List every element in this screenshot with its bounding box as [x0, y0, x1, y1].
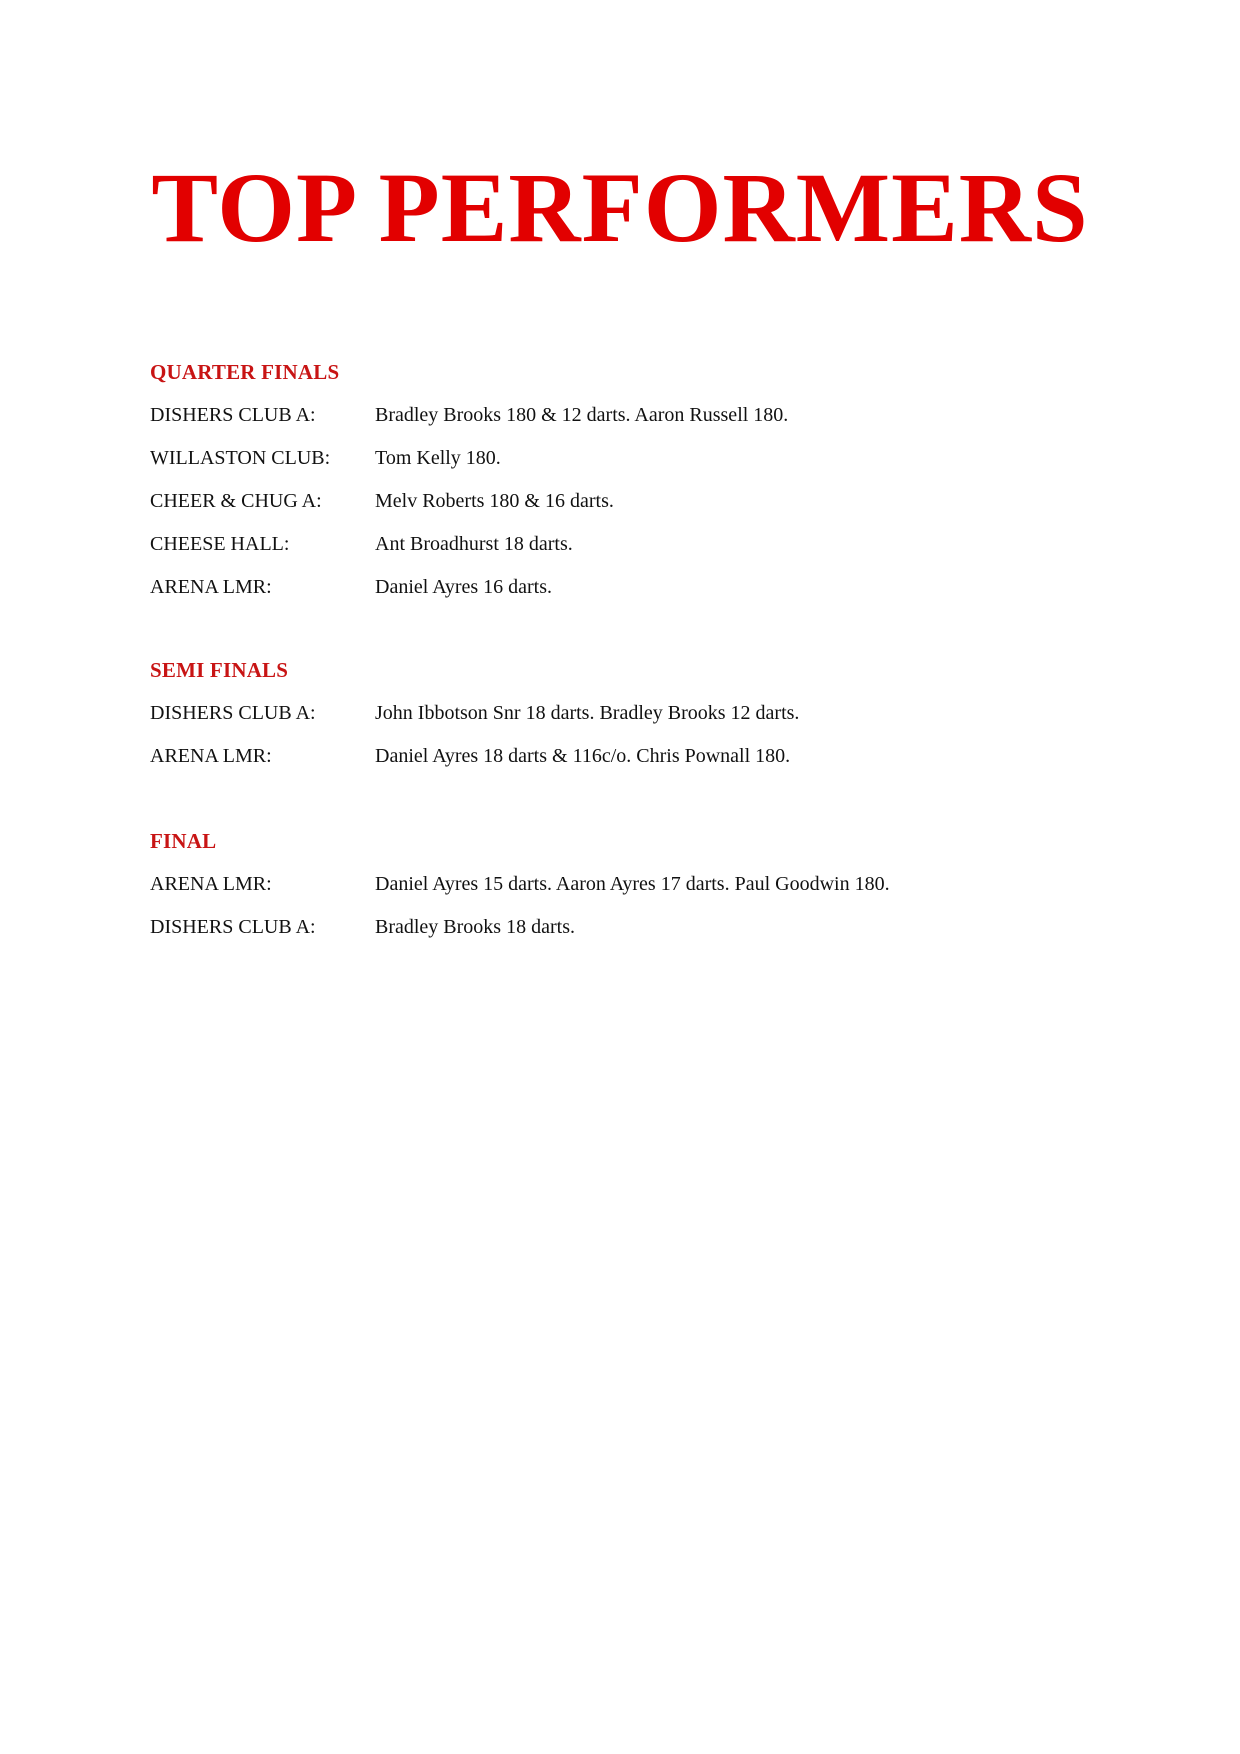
result-row — [150, 529, 1150, 559]
performance-text: Daniel Ayres 15 darts. Aaron Ayres 17 darts. Paul Goodwin 180. — [375, 873, 890, 895]
team-name: DISHERS CLUB A: — [150, 404, 316, 426]
performance-text: Ant Broadhurst 18 darts. — [375, 533, 573, 555]
result-row — [150, 443, 1150, 473]
team-name: ARENA LMR: — [150, 745, 272, 767]
page-title: TOP PERFORMERS — [151, 152, 1089, 263]
result-row — [150, 912, 1150, 942]
section-heading: FINAL — [150, 829, 217, 853]
performance-text: John Ibbotson Snr 18 darts. Bradley Brooks 12 darts. — [375, 702, 800, 724]
team-name: CHEESE HALL: — [150, 533, 290, 555]
team-name: WILLASTON CLUB: — [150, 447, 331, 469]
performance-text: Tom Kelly 180. — [375, 447, 501, 469]
result-row — [150, 741, 1150, 771]
performance-text: Melv Roberts 180 & 16 darts. — [375, 490, 614, 512]
result-row — [150, 486, 1150, 516]
section-heading: QUARTER FINALS — [150, 360, 340, 384]
team-name: DISHERS CLUB A: — [150, 916, 316, 938]
performance-text: Bradley Brooks 18 darts. — [375, 916, 575, 938]
section-final — [150, 826, 1150, 955]
team-name: DISHERS CLUB A: — [150, 702, 316, 724]
team-name: CHEER & CHUG A: — [150, 490, 322, 512]
team-name: ARENA LMR: — [150, 873, 272, 895]
performance-text: Daniel Ayres 16 darts. — [375, 576, 553, 598]
result-row — [150, 869, 1150, 899]
section-heading: SEMI FINALS — [150, 658, 289, 682]
result-row — [150, 572, 1150, 602]
performance-text: Bradley Brooks 180 & 12 darts. Aaron Russell 180. — [375, 404, 789, 426]
performance-text: Daniel Ayres 18 darts & 116c/o. Chris Pownall 180. — [375, 745, 791, 767]
section-quarter-finals — [150, 357, 1150, 615]
team-name: ARENA LMR: — [150, 576, 272, 598]
result-row — [150, 698, 1150, 728]
section-semi-finals — [150, 655, 1150, 784]
result-row — [150, 400, 1150, 430]
